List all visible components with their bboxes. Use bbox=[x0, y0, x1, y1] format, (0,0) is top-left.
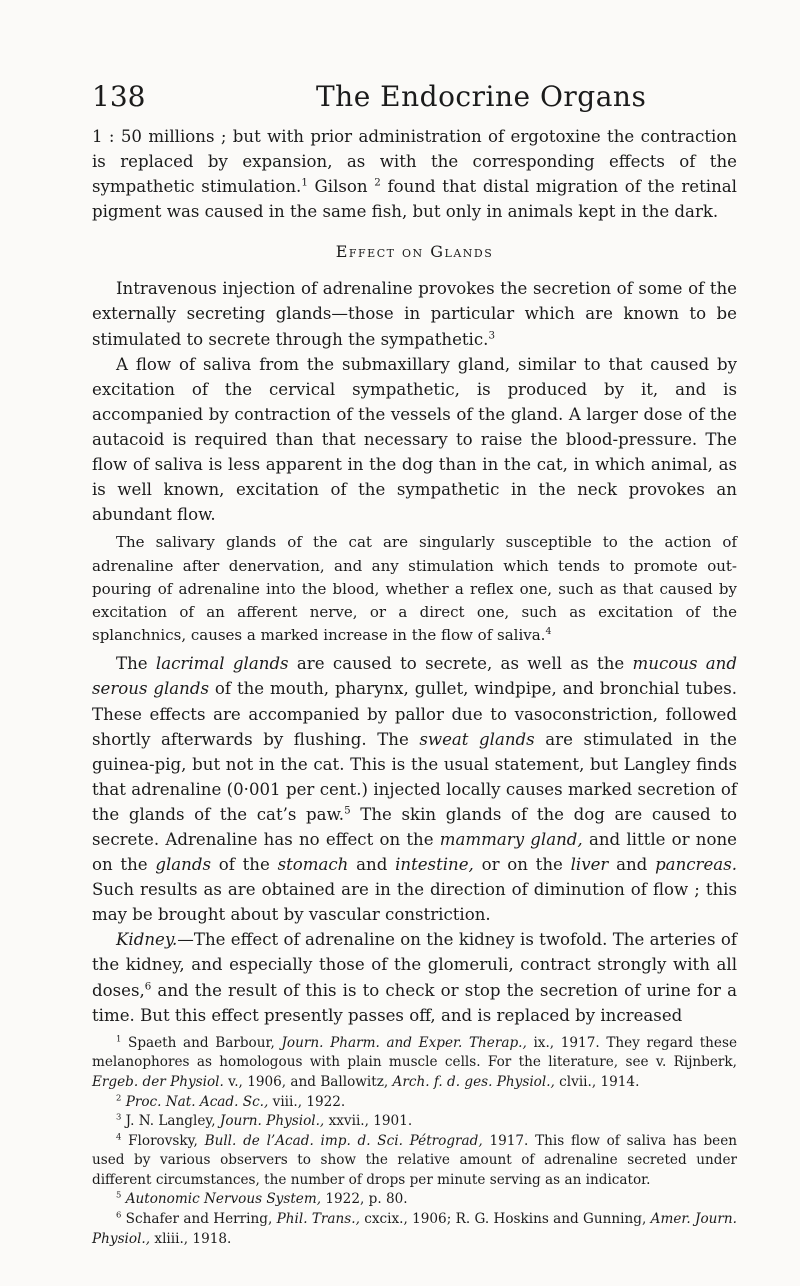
kidney-subheading: Kidney. bbox=[116, 930, 178, 950]
footnote-ref-6: 6 bbox=[144, 980, 152, 993]
footnote-2: $^2$ Proc. Nat. Acad. Sc., viii., 1922. bbox=[116, 1091, 346, 1110]
paragraph-3: A flow of saliva from the submaxillary gland, similar to that caused by excitation of the cervical sympathetic, is produced by it, and is accompanied by contraction of the vessels of the gland. A larger dose of the autacoid is required than that necessary to raise the blood-pressure. The flow of saliva is less apparent in the dog than in the cat, in which animal, as is well known, excitation of the sympathetic in the neck provokes an abundant flow. bbox=[92, 354, 737, 525]
footnote-1: $^1$ Spaeth and Barbour, Journ. Pharm. and Exper. Therap., ix., 1917. They regard these melanophores as homologous with plain muscle cells. For the literature, see v. Rijnberk, Ergeb. der Physiol. v., 1906, and Ballowitz, Arch. f. d. ges. Physiol., clvii., 1914. bbox=[92, 1033, 737, 1090]
footnote-4: $^4$ Florovsky, Bull. de l’Acad. imp. d. Sci. Pétrograd, 1917. This flow of saliva has been used by various observers to show the relative amount of adrenaline secreted under different circumstances, the number of drops per minute serving as an indicator. bbox=[92, 1131, 737, 1188]
page-header bbox=[0, 80, 800, 130]
paragraph-5: The lacrimal glands are caused to secrete, as well as the mucous and serous glands of the mouth, pharynx, gullet, windpipe, and bronchial tubes. These effects are accompanied by pallor due to vasoconstriction, followed shortly afterwards by flushing. The sweat glands are stimulated in the guinea-pig, but not in the cat. This is the usual statement, but Langley finds that adrenaline (0·001 per cent.) injected locally causes marked secretion of the glands of the cat’s paw.$^5$ The skin glands of the dog are caused to secrete. Adrenaline has no effect on the mammary gland, and little or none on the glands of the stomach and intestine, or on the liver and pancreas. Such results as are obtained are in the direction of diminution of flow ; this may be brought about by vascular constriction. bbox=[92, 654, 737, 925]
paragraph-1: 1 : 50 millions ; but with prior administration of ergotoxine the contraction is replaced by expansion, as with the corresponding effects of the sympathetic stimulation.$^1$ Gilson $^2$ found that distal migration of the retinal pigment was caused in the same fish, but only in animals kept in the dark. bbox=[92, 127, 737, 222]
paragraph-4-small-print: The salivary glands of the cat are singularly susceptible to the action of adrenaline after denervation, and any stimulation which tends to promote out-pouring of adrenaline into the blood, whether a reflex one, such as that caused by excitation of an afferent nerve, or a direct one, such as excitation of the splanchnics, causes a marked increase in the flow of saliva.$^4$ bbox=[92, 533, 737, 645]
footnotes bbox=[92, 1034, 737, 1250]
footnote-ref-1: 1 bbox=[301, 176, 308, 189]
paragraph-2: Intravenous injection of adrenaline provokes the secretion of some of the externally secreting glands—those in particular which are known to be stimulated to secrete through the sympathetic.$^3$ bbox=[92, 279, 737, 349]
footnote-ref-2: 2 bbox=[374, 176, 381, 189]
page-body bbox=[92, 124, 737, 1249]
footnote-3: $^3$ J. N. Langley, Journ. Physiol., xxvii., 1901. bbox=[116, 1111, 413, 1130]
running-title: The Endocrine Organs bbox=[316, 80, 647, 113]
paragraph-6-kidney: Kidney.—The effect of adrenaline on the kidney is twofold. The arteries of the kidney, and especially those of the glomeruli, contract strongly with all doses,$^6$ and the result of this is to check or stop the secretion of urine for a time. But this effect presently passes off, and is replaced by increased bbox=[92, 930, 737, 1025]
footnote-5: $^5$ Autonomic Nervous System, 1922, p. 80. bbox=[116, 1189, 408, 1208]
footnote-ref-4: 4 bbox=[545, 626, 552, 638]
section-heading: Effect on Glands bbox=[335, 242, 494, 262]
footnote-ref-3: 3 bbox=[488, 329, 495, 342]
footnote-6: $^6$ Schafer and Herring, Phil. Trans., cxcix., 1906; R. G. Hoskins and Gunning, Amer. Journ. Physiol., xliii., 1918. bbox=[92, 1209, 737, 1247]
page-number: 138 bbox=[92, 80, 146, 113]
footnote-ref-5: 5 bbox=[344, 804, 351, 817]
